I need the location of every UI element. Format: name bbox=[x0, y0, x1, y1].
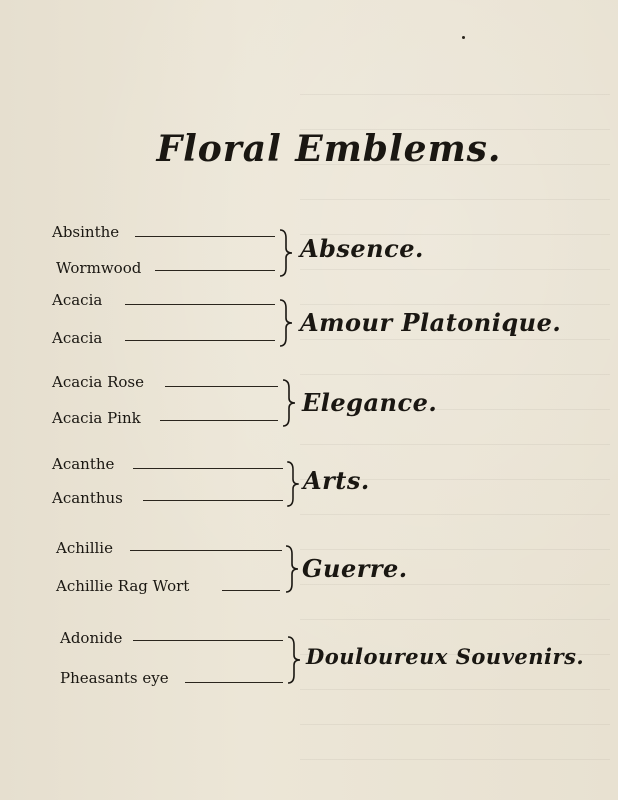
plant-name: Achillie bbox=[56, 539, 113, 557]
brace-icon bbox=[286, 634, 302, 686]
brace-icon bbox=[281, 378, 297, 428]
brace-icon bbox=[278, 228, 294, 278]
plant-name: Acanthe bbox=[52, 455, 115, 473]
leader-line bbox=[125, 304, 275, 305]
brace-icon bbox=[278, 298, 294, 348]
emblem-group-douloureux-souvenirs bbox=[0, 626, 618, 696]
leader-line bbox=[130, 550, 282, 551]
plant-name: Adonide bbox=[60, 629, 123, 647]
plant-name: Acacia Pink bbox=[52, 409, 141, 427]
plant-name: Acacia Rose bbox=[52, 373, 144, 391]
brace-icon bbox=[284, 544, 300, 594]
emblem-meaning: Absence. bbox=[300, 234, 424, 263]
plant-name: Acacia bbox=[52, 329, 103, 347]
plant-name: Achillie Rag Wort bbox=[56, 577, 190, 595]
emblem-group-amour-platonique bbox=[0, 290, 618, 360]
leader-line bbox=[155, 270, 275, 271]
emblem-meaning: Guerre. bbox=[302, 554, 408, 583]
emblem-meaning: Amour Platonique. bbox=[300, 308, 562, 337]
leader-line bbox=[185, 682, 283, 683]
leader-line bbox=[160, 420, 278, 421]
emblem-group-arts bbox=[0, 452, 618, 522]
plant-name: Pheasants eye bbox=[60, 669, 169, 687]
emblem-meaning: Douloureux Souvenirs. bbox=[306, 644, 585, 669]
plant-name: Acanthus bbox=[52, 489, 123, 507]
ink-speck bbox=[462, 36, 465, 39]
leader-line bbox=[222, 590, 280, 591]
plant-name: Acacia bbox=[52, 291, 103, 309]
leader-line bbox=[125, 340, 275, 341]
emblem-group-guerre bbox=[0, 536, 618, 606]
leader-line bbox=[133, 468, 283, 469]
brace-icon bbox=[285, 460, 301, 508]
leader-line bbox=[135, 236, 275, 237]
plant-name: Absinthe bbox=[52, 223, 120, 241]
leader-line bbox=[143, 500, 283, 501]
emblem-meaning: Elegance. bbox=[302, 388, 438, 417]
emblem-meaning: Arts. bbox=[303, 466, 370, 495]
plant-name: Wormwood bbox=[56, 259, 142, 277]
leader-line bbox=[165, 386, 278, 387]
page-title: Floral Emblems. bbox=[156, 128, 502, 170]
emblem-group-absence bbox=[0, 220, 618, 290]
emblem-group-elegance bbox=[0, 370, 618, 440]
leader-line bbox=[133, 640, 283, 641]
